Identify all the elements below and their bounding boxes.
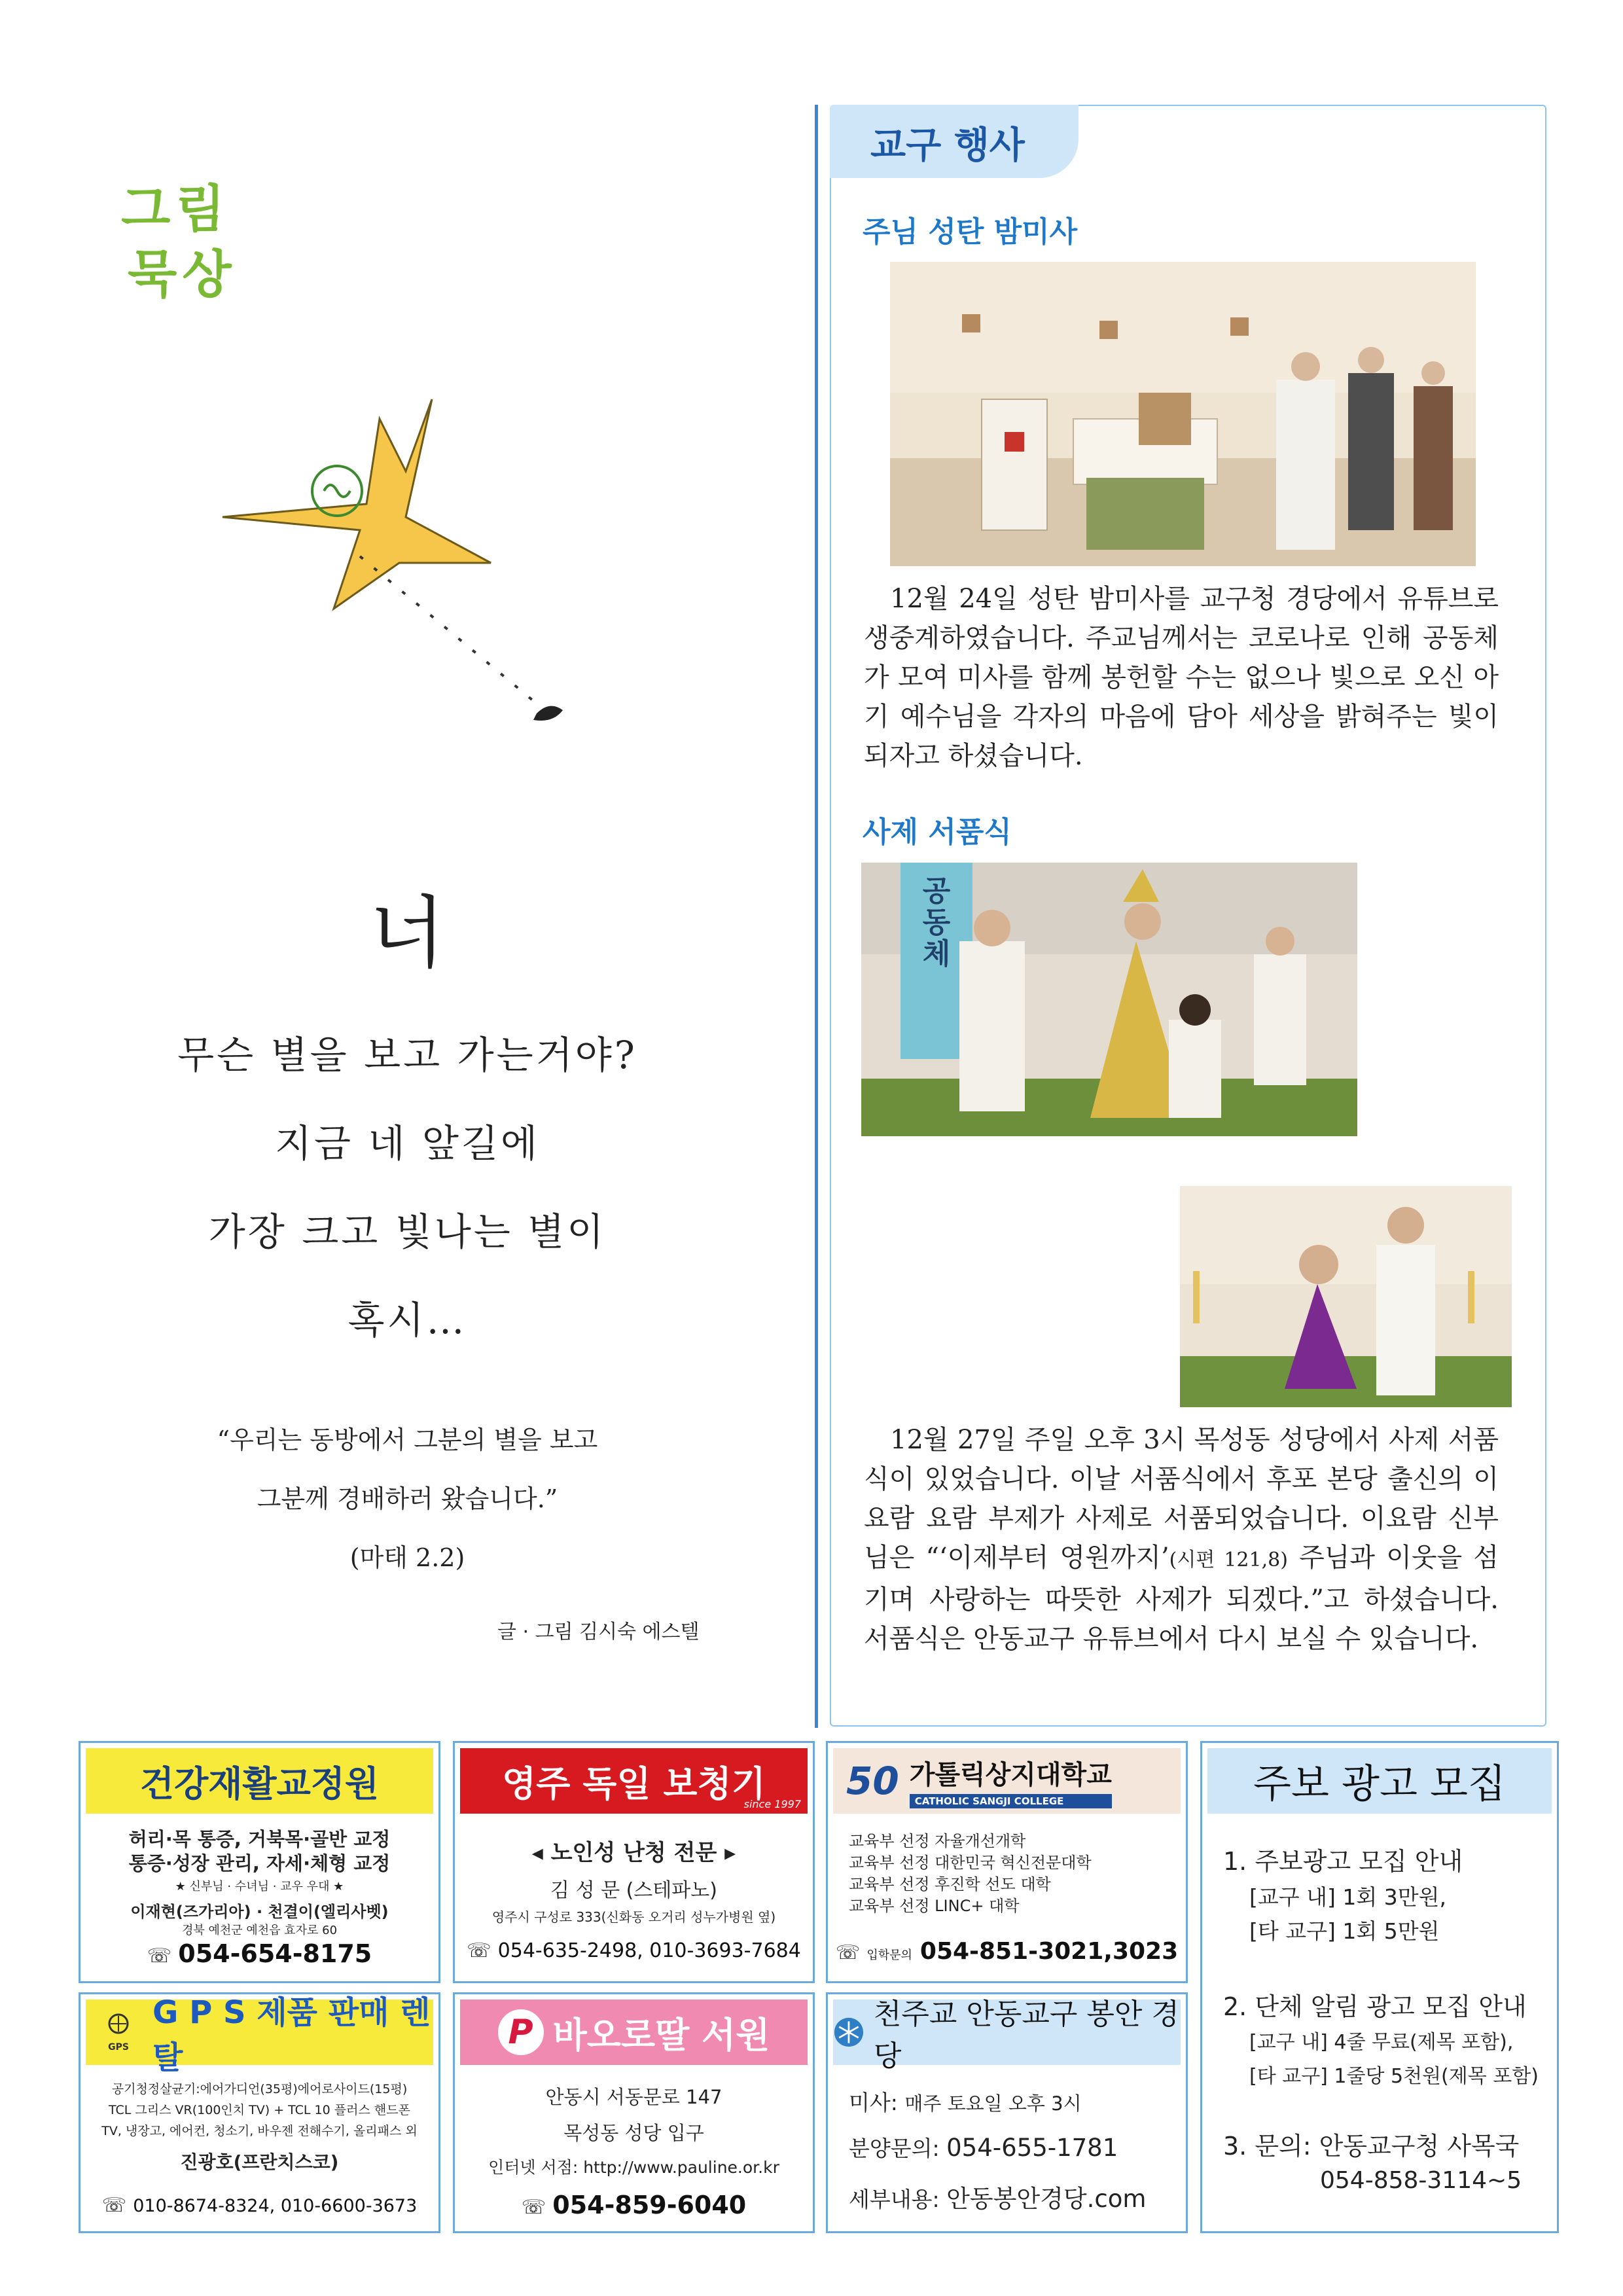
ad-chapel-title: 천주교 안동교구 봉안 경당 bbox=[873, 1998, 1179, 2073]
ad-chapel bbox=[826, 1992, 1188, 2233]
ad-recruit-item2-b: [타 교구] 1줄당 5천원(제목 포함) bbox=[1249, 2065, 1539, 2088]
ordination-description bbox=[864, 1420, 1499, 1659]
ad-chapel-mass-value: 매주 토요일 오후 3시 bbox=[904, 2092, 1082, 2115]
column-divider bbox=[815, 105, 818, 1728]
ad-recruit-item2-a: [교구 내] 4줄 무료(제목 포함), bbox=[1249, 2031, 1514, 2054]
ad-gps-person: 진광호(프란치스코) bbox=[180, 2151, 339, 2173]
college-logo-icon: 50 bbox=[846, 1759, 899, 1803]
ad-rehab-phone-row bbox=[80, 1939, 438, 1968]
ad-chapel-detail-label: 세부내용: bbox=[849, 2187, 940, 2212]
verse-line-1: “우리는 동방에서 그분의 별을 보고 bbox=[217, 1426, 598, 1454]
ad-college-name-en: CATHOLIC SANGJI COLLEGE bbox=[910, 1794, 1112, 1808]
snowflake-icon bbox=[833, 2015, 865, 2049]
poem-title: 너 bbox=[369, 888, 446, 979]
ad-pauline bbox=[453, 1992, 815, 2233]
mass-description bbox=[864, 579, 1499, 776]
ad-hearing-since: since 1997 bbox=[743, 1798, 801, 1810]
ad-chapel-mass-label: 미사: bbox=[849, 2090, 898, 2115]
star-illustration bbox=[216, 393, 582, 759]
ad-college-phone-row bbox=[828, 1938, 1186, 1965]
ad-rehab-title: 건강재활교정원 bbox=[86, 1748, 433, 1814]
ad-college-header bbox=[833, 1748, 1181, 1814]
ad-rehab bbox=[79, 1741, 440, 1983]
ad-gps-header bbox=[86, 1994, 433, 2076]
ad-recruit-item1-a: [교구 내] 1회 3만원, bbox=[1249, 1884, 1446, 1910]
christmas-mass-photo bbox=[890, 262, 1476, 566]
banner-text: 공동체 bbox=[922, 874, 951, 971]
ad-college-line3: 교육부 선정 후진학 선도 대학 bbox=[849, 1875, 1051, 1893]
ordination-photo-1 bbox=[861, 863, 1357, 1136]
ad-chapel-inquiry-label: 분양문의: bbox=[849, 2136, 940, 2161]
ad-recruit-title: 주보 광고 모집 bbox=[1207, 1748, 1552, 1814]
ad-recruit-phone: 054-858-3114~5 bbox=[1320, 2167, 1522, 2194]
ad-college-phone: 054-851-3021,3023 bbox=[919, 1938, 1179, 1965]
ad-rehab-note: ★ 신부님 · 수녀님 · 교우 우대 ★ bbox=[175, 1880, 344, 1893]
ad-hearing-title: 영주 독일 보청기 bbox=[460, 1748, 808, 1814]
ad-pauline-line1: 안동시 서동문로 147 bbox=[545, 2086, 722, 2108]
section-tag-title bbox=[121, 177, 239, 308]
ad-pauline-phone-row bbox=[455, 2191, 813, 2219]
ordination-heading: 사제 서품식 bbox=[863, 816, 1012, 849]
ad-college-phone-label: 입학문의 bbox=[866, 1948, 912, 1962]
ad-gps-line3: TV, 냉장고, 에어컨, 청소기, 바우젠 전해수기, 올리패스 외 bbox=[101, 2124, 418, 2138]
phone-icon: ☏ bbox=[467, 1939, 491, 1962]
mass-heading: 주님 성탄 밤미사 bbox=[863, 215, 1078, 249]
ordination-text-2: 주님과 이웃을 섬기며 사랑하는 따뜻한 사제가 되겠다.”고 하셨습니다. 서품식은 안동교구 유튜브에서 다시 보실 수 있습니다. bbox=[864, 1543, 1499, 1654]
ad-gps-title: G P S 제품 판매 렌탈 bbox=[152, 1994, 431, 2076]
ad-chapel-detail-value: 안동봉안경당.com bbox=[946, 2185, 1147, 2213]
ad-recruit bbox=[1200, 1741, 1559, 2233]
ad-chapel-inquiry-row bbox=[849, 2132, 1118, 2162]
ad-hearing-address: 영주시 구성로 333(신화동 오거리 성누가병원 옆) bbox=[491, 1909, 776, 1925]
phone-icon: ☏ bbox=[101, 2194, 127, 2217]
ad-recruit-item2: 2. 단체 알림 광고 모집 안내 bbox=[1223, 1992, 1527, 2021]
ad-chapel-inquiry-value: 054-655-1781 bbox=[946, 2134, 1118, 2162]
ad-college-line4: 교육부 선정 LINC+ 대학 bbox=[849, 1897, 1020, 1915]
ad-rehab-line2: 통증·성장 관리, 자세·체형 교정 bbox=[128, 1852, 391, 1874]
ad-pauline-title: 바오로딸 서원 bbox=[552, 2014, 770, 2056]
ad-college-line2: 교육부 선정 대한민국 혁신전문대학 bbox=[849, 1854, 1092, 1872]
star-icon bbox=[216, 393, 582, 759]
verse-line-2: 그분께 경배하러 왔습니다.” bbox=[257, 1484, 558, 1513]
ad-pauline-phone: 054-859-6040 bbox=[552, 2191, 747, 2219]
ad-college bbox=[826, 1741, 1188, 1983]
poem-line-1: 무슨 별을 보고 가는거야? bbox=[177, 1033, 637, 1077]
phone-icon: ☏ bbox=[835, 1941, 861, 1964]
ad-college-line1: 교육부 선정 자율개선개학 bbox=[849, 1832, 1026, 1850]
ad-hearing-phone-row bbox=[455, 1939, 813, 1962]
ad-gps-phone: 010-8674-8324, 010-6600-3673 bbox=[133, 2196, 418, 2216]
tag-line-2: 묵상 bbox=[128, 245, 237, 304]
poem-line-4: 혹시… bbox=[348, 1298, 467, 1342]
ad-rehab-line1: 허리·목 통증, 거북목·골반 교정 bbox=[128, 1828, 391, 1850]
ad-pauline-line2: 목성동 성당 입구 bbox=[563, 2122, 704, 2144]
phone-icon: ☏ bbox=[147, 1945, 172, 1967]
ordination-text-ref: (시편 121,8) bbox=[1169, 1549, 1288, 1571]
poem-line-2: 지금 네 앞길에 bbox=[274, 1121, 541, 1166]
ad-chapel-header bbox=[833, 1998, 1181, 2073]
ad-gps-phone-row bbox=[80, 2194, 438, 2217]
mass-text: 12월 24일 성탄 밤미사를 교구청 경당에서 유튜브로 생중계하였습니다. 주교님께서는 코로나로 인해 공동체가 모여 미사를 함께 봉헌할 수는 없으나 빛으로 오신 아기 예수님을 각자의 마음에 담아 세상을 밝혀주는 빛이 되자고 하셨습니다. bbox=[864, 584, 1499, 771]
ad-gps bbox=[79, 1992, 440, 2233]
poem-line-3: 가장 크고 빛나는 별이 bbox=[208, 1210, 607, 1254]
ad-hearing-specialty: ◂ 노인성 난청 전문 ▸ bbox=[531, 1840, 736, 1866]
ordination-photo-2 bbox=[1180, 1186, 1512, 1407]
ad-chapel-detail-row bbox=[849, 2179, 1146, 2214]
ordination-text-1: 12월 27일 주일 오후 3시 목성동 성당에서 사제 서품식이 있었습니다. 이날 서품식에서 후포 본당 출신의 이요람 요람 부제가 사제로 서품되었습니다. 이요람 신부님은 “‘이제부터 영원까지’ bbox=[864, 1425, 1499, 1573]
gps-logo-text: GPS bbox=[108, 2042, 129, 2053]
ad-gps-line1: 공기청정살균기:에어가디언(35평)에어로사이드(15평) bbox=[111, 2082, 408, 2096]
ad-rehab-people: 이재현(즈가리아) · 천결이(엘리사벳) bbox=[130, 1903, 389, 1921]
ad-hearing bbox=[453, 1741, 815, 1983]
ad-pauline-line3: 인터넷 서점: http://www.pauline.or.kr bbox=[488, 2158, 779, 2177]
verse-reference: (마태 2.2) bbox=[349, 1543, 465, 1572]
ad-recruit-item1: 1. 주보광고 모집 안내 bbox=[1223, 1847, 1463, 1876]
ad-rehab-phone: 054-654-8175 bbox=[178, 1939, 372, 1968]
ad-recruit-item3: 3. 문의: 안동교구청 사목국 bbox=[1223, 2132, 1520, 2161]
ad-gps-line2: TCL 그리스 VR(100인치 TV) + TCL 10 플러스 핸드폰 bbox=[109, 2103, 410, 2117]
poem-credit: 글 · 그림 김시숙 에스텔 bbox=[497, 1621, 700, 1643]
ad-college-name: 가톨릭상지대학교 bbox=[909, 1759, 1112, 1790]
ad-hearing-phone: 054-635-2498, 010-3693-7684 bbox=[497, 1939, 801, 1962]
ad-pauline-header bbox=[460, 2000, 808, 2065]
ad-hearing-person: 김 성 문 (스테파노) bbox=[550, 1879, 717, 1902]
phone-icon: ☏ bbox=[521, 2196, 546, 2219]
ad-recruit-item1-b: [타 교구] 1회 5만원 bbox=[1249, 1918, 1440, 1944]
ad-rehab-address: 경북 예천군 예천읍 효자로 60 bbox=[181, 1924, 338, 1937]
tag-line-1: 그림 bbox=[121, 180, 230, 239]
events-section-title: 교구 행사 bbox=[870, 124, 1025, 167]
ad-chapel-mass-row bbox=[849, 2086, 1082, 2117]
pauline-logo-icon: P bbox=[498, 2009, 544, 2055]
gps-logo-icon bbox=[99, 2012, 138, 2053]
